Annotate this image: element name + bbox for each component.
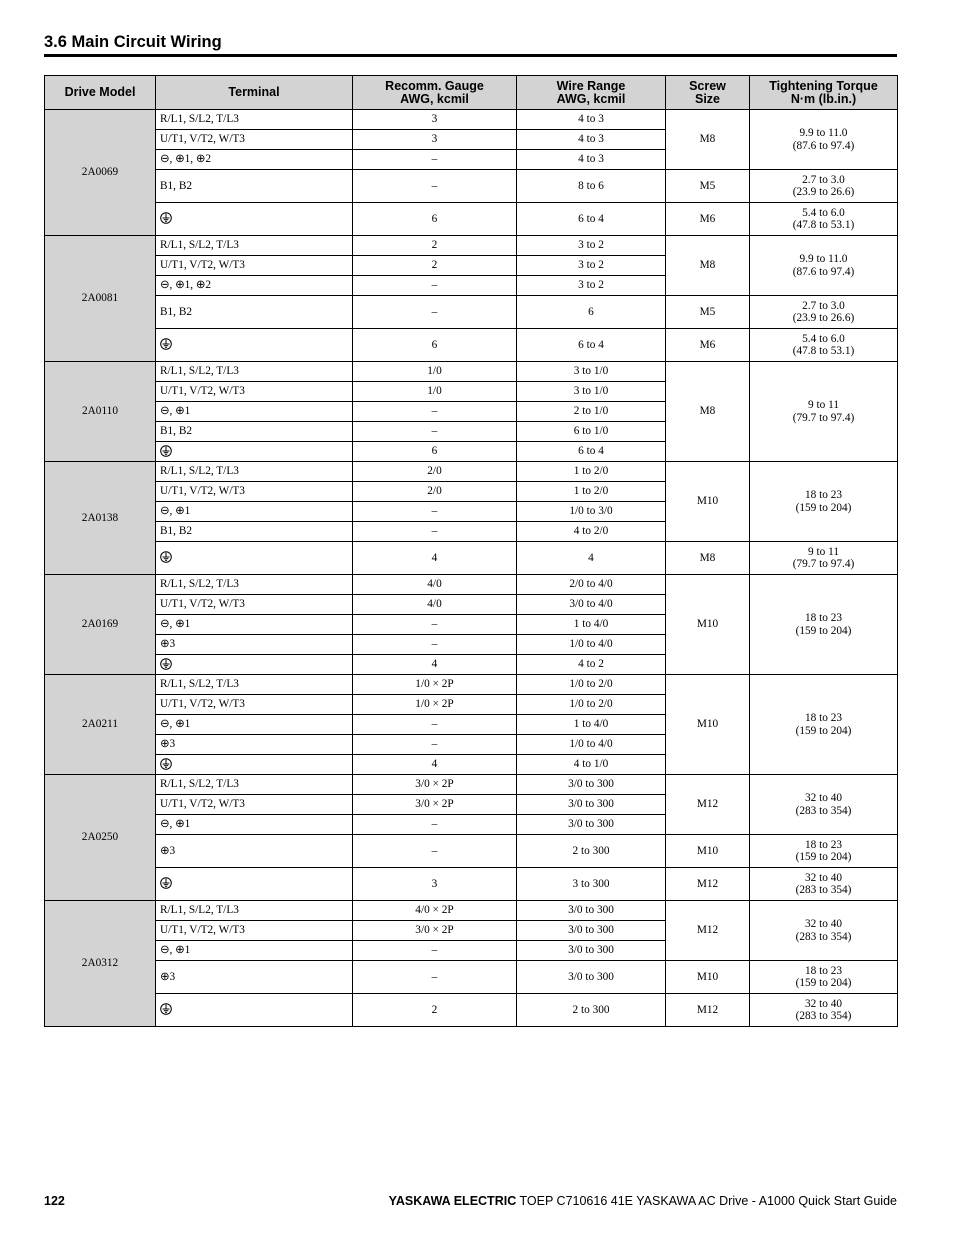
- wire-range-cell: 4 to 1/0: [517, 755, 666, 775]
- gauge-cell: –: [353, 170, 517, 203]
- torque-cell: [750, 329, 898, 362]
- terminal-cell: R/L1, S/L2, T/L3: [156, 110, 353, 130]
- gauge-cell: 3/0 × 2P: [353, 795, 517, 815]
- wiring-table: [44, 75, 898, 1027]
- screw-size-cell: M12: [666, 994, 750, 1027]
- torque-lbin: (23.9 to 26.6): [792, 186, 855, 198]
- screw-size-cell: M12: [666, 775, 750, 835]
- terminal-cell: ⊖, ⊕1: [156, 402, 353, 422]
- table-row: [45, 961, 898, 994]
- screw-size-cell: M8: [666, 542, 750, 575]
- wire-range-cell: 2/0 to 4/0: [517, 575, 666, 595]
- table-row: [45, 462, 898, 482]
- wire-range-cell: 6 to 4: [517, 203, 666, 236]
- wire-range-cell: 3/0 to 300: [517, 921, 666, 941]
- torque-lbin: (87.6 to 97.4): [792, 139, 855, 152]
- ground-icon: [160, 658, 172, 670]
- gauge-cell: –: [353, 402, 517, 422]
- screw-size-cell: M8: [666, 110, 750, 170]
- gauge-cell: 4: [353, 755, 517, 775]
- torque-cell: [750, 296, 898, 329]
- terminal-cell: U/T1, V/T2, W/T3: [156, 256, 353, 276]
- torque-cell: [750, 835, 898, 868]
- torque-nm: 18 to 23: [804, 964, 843, 977]
- gauge-cell: 1/0 × 2P: [353, 695, 517, 715]
- wire-range-cell: 3/0 to 300: [517, 775, 666, 795]
- wire-range-cell: 1/0 to 4/0: [517, 635, 666, 655]
- wire-range-cell: 1 to 2/0: [517, 482, 666, 502]
- wire-range-cell: 3/0 to 4/0: [517, 595, 666, 615]
- terminal-cell: R/L1, S/L2, T/L3: [156, 901, 353, 921]
- drive-model-cell: 2A0081: [45, 236, 156, 362]
- header-terminal: Terminal: [156, 76, 353, 110]
- terminal-cell: R/L1, S/L2, T/L3: [156, 675, 353, 695]
- table-row: [45, 901, 898, 921]
- torque-lbin: (79.7 to 97.4): [792, 411, 855, 424]
- torque-lbin: (283 to 354): [795, 930, 852, 943]
- torque-nm: 9 to 11: [808, 545, 839, 558]
- terminal-cell: ⊕3: [156, 835, 353, 868]
- terminal-cell: ⊖, ⊕1, ⊕2: [156, 150, 353, 170]
- torque-lbin: (159 to 204): [795, 977, 852, 989]
- screw-size-cell: M8: [666, 362, 750, 462]
- document-footer: [389, 1194, 897, 1208]
- torque-nm: 32 to 40: [804, 997, 843, 1010]
- screw-size-cell: M5: [666, 170, 750, 203]
- table-row: [45, 575, 898, 595]
- table-row: [45, 170, 898, 203]
- gauge-cell: –: [353, 502, 517, 522]
- terminal-cell: R/L1, S/L2, T/L3: [156, 575, 353, 595]
- table-row: [45, 868, 898, 901]
- terminal-cell: U/T1, V/T2, W/T3: [156, 695, 353, 715]
- wire-range-cell: 6 to 1/0: [517, 422, 666, 442]
- screw-size-cell: M12: [666, 868, 750, 901]
- wire-range-cell: 3 to 1/0: [517, 382, 666, 402]
- gauge-cell: 3: [353, 110, 517, 130]
- table-row: [45, 203, 898, 236]
- terminal-cell: R/L1, S/L2, T/L3: [156, 462, 353, 482]
- torque-nm: 18 to 23: [804, 489, 843, 501]
- torque-lbin: (47.8 to 53.1): [792, 219, 855, 231]
- wire-range-cell: 2 to 300: [517, 835, 666, 868]
- torque-cell: [750, 236, 898, 296]
- torque-lbin: (79.7 to 97.4): [792, 558, 855, 570]
- gauge-cell: 4/0: [353, 575, 517, 595]
- drive-model-cell: 2A0169: [45, 575, 156, 675]
- gauge-cell: 1/0: [353, 382, 517, 402]
- torque-lbin: (283 to 354): [795, 884, 852, 896]
- table-row: [45, 835, 898, 868]
- terminal-cell: ⊖, ⊕1, ⊕2: [156, 276, 353, 296]
- wire-range-cell: 3 to 300: [517, 868, 666, 901]
- gauge-cell: –: [353, 276, 517, 296]
- terminal-cell: [156, 442, 353, 462]
- table-row: [45, 236, 898, 256]
- gauge-cell: 3: [353, 868, 517, 901]
- gauge-cell: 6: [353, 442, 517, 462]
- torque-cell: [750, 170, 898, 203]
- header-model: Drive Model: [45, 76, 156, 110]
- terminal-cell: R/L1, S/L2, T/L3: [156, 775, 353, 795]
- wire-range-cell: 4 to 3: [517, 110, 666, 130]
- torque-cell: [750, 775, 898, 835]
- wire-range-cell: 3 to 2: [517, 236, 666, 256]
- torque-cell: [750, 994, 898, 1027]
- terminal-cell: ⊖, ⊕1: [156, 941, 353, 961]
- table-row: [45, 675, 898, 695]
- terminal-cell: [156, 755, 353, 775]
- torque-cell: [750, 961, 898, 994]
- torque-nm: 9.9 to 11.0: [799, 127, 848, 139]
- screw-size-cell: M8: [666, 236, 750, 296]
- terminal-cell: ⊖, ⊕1: [156, 502, 353, 522]
- torque-cell: [750, 901, 898, 961]
- torque-nm: 9 to 11: [808, 399, 839, 411]
- table-row: [45, 542, 898, 575]
- wire-range-cell: 1 to 2/0: [517, 462, 666, 482]
- wire-range-cell: 4: [517, 542, 666, 575]
- torque-cell: [750, 675, 898, 775]
- gauge-cell: –: [353, 715, 517, 735]
- table-body: [45, 110, 898, 1027]
- terminal-cell: [156, 542, 353, 575]
- wire-range-cell: 6 to 4: [517, 329, 666, 362]
- terminal-cell: ⊕3: [156, 635, 353, 655]
- wire-range-cell: 6: [517, 296, 666, 329]
- wire-range-cell: 3 to 2: [517, 276, 666, 296]
- table-row: [45, 296, 898, 329]
- torque-nm: 32 to 40: [804, 918, 843, 930]
- screw-size-cell: M10: [666, 462, 750, 542]
- gauge-cell: 4: [353, 542, 517, 575]
- gauge-cell: 3: [353, 130, 517, 150]
- wire-range-cell: 6 to 4: [517, 442, 666, 462]
- header-range: Wire Range AWG, kcmil: [517, 76, 666, 110]
- torque-cell: [750, 542, 898, 575]
- gauge-cell: 3/0 × 2P: [353, 921, 517, 941]
- gauge-cell: –: [353, 615, 517, 635]
- torque-nm: 18 to 23: [804, 838, 843, 851]
- torque-nm: 9.9 to 11.0: [799, 253, 848, 265]
- drive-model-cell: 2A0138: [45, 462, 156, 575]
- torque-lbin: (159 to 204): [795, 851, 852, 863]
- page-number: 122: [44, 1194, 65, 1208]
- wire-range-cell: 4 to 2/0: [517, 522, 666, 542]
- torque-lbin: (87.6 to 97.4): [792, 265, 855, 278]
- gauge-cell: 4: [353, 655, 517, 675]
- screw-size-cell: M10: [666, 575, 750, 675]
- torque-lbin: (159 to 204): [795, 501, 852, 514]
- ground-icon: [160, 877, 172, 889]
- gauge-cell: –: [353, 735, 517, 755]
- terminal-cell: [156, 329, 353, 362]
- terminal-cell: ⊖, ⊕1: [156, 715, 353, 735]
- footer-brand: YASKAWA ELECTRIC: [388, 1194, 517, 1208]
- torque-lbin: (47.8 to 53.1): [792, 345, 855, 357]
- drive-model-cell: 2A0211: [45, 675, 156, 775]
- wire-range-cell: 1/0 to 2/0: [517, 675, 666, 695]
- footer-doc-title: TOEP C710616 41E YASKAWA AC Drive - A1000 Quick Start Guide: [516, 1194, 897, 1208]
- screw-size-cell: M6: [666, 203, 750, 236]
- torque-cell: [750, 110, 898, 170]
- table-row: [45, 110, 898, 130]
- wire-range-cell: 3/0 to 300: [517, 941, 666, 961]
- torque-nm: 2.7 to 3.0: [802, 299, 845, 312]
- gauge-cell: 1/0 × 2P: [353, 675, 517, 695]
- gauge-cell: 2: [353, 236, 517, 256]
- header-gauge: Recomm. Gauge AWG, kcmil: [353, 76, 517, 110]
- gauge-cell: –: [353, 941, 517, 961]
- terminal-cell: [156, 868, 353, 901]
- ground-icon: [160, 445, 172, 457]
- screw-size-cell: M10: [666, 675, 750, 775]
- wire-range-cell: 1/0 to 2/0: [517, 695, 666, 715]
- gauge-cell: 2/0: [353, 462, 517, 482]
- torque-cell: [750, 462, 898, 542]
- gauge-cell: 2: [353, 994, 517, 1027]
- gauge-cell: 2: [353, 256, 517, 276]
- wire-range-cell: 3/0 to 300: [517, 815, 666, 835]
- terminal-cell: [156, 203, 353, 236]
- wire-range-cell: 8 to 6: [517, 170, 666, 203]
- table-row: [45, 329, 898, 362]
- terminal-cell: ⊖, ⊕1: [156, 815, 353, 835]
- torque-lbin: (159 to 204): [795, 724, 852, 737]
- terminal-cell: [156, 994, 353, 1027]
- torque-cell: [750, 868, 898, 901]
- gauge-cell: 6: [353, 329, 517, 362]
- torque-nm: 18 to 23: [804, 712, 843, 724]
- drive-model-cell: 2A0312: [45, 901, 156, 1027]
- torque-cell: [750, 362, 898, 462]
- gauge-cell: –: [353, 961, 517, 994]
- gauge-cell: 4/0 × 2P: [353, 901, 517, 921]
- wire-range-cell: 2 to 1/0: [517, 402, 666, 422]
- ground-icon: [160, 551, 172, 563]
- terminal-cell: ⊖, ⊕1: [156, 615, 353, 635]
- terminal-cell: B1, B2: [156, 296, 353, 329]
- terminal-cell: [156, 655, 353, 675]
- torque-lbin: (283 to 354): [795, 804, 852, 817]
- header-row: [45, 76, 898, 110]
- gauge-cell: 4/0: [353, 595, 517, 615]
- terminal-cell: U/T1, V/T2, W/T3: [156, 482, 353, 502]
- torque-lbin: (23.9 to 26.6): [792, 312, 855, 324]
- ground-icon: [160, 338, 172, 350]
- terminal-cell: U/T1, V/T2, W/T3: [156, 382, 353, 402]
- ground-icon: [160, 212, 172, 224]
- wire-range-cell: 3 to 2: [517, 256, 666, 276]
- terminal-cell: U/T1, V/T2, W/T3: [156, 795, 353, 815]
- wire-range-cell: 3 to 1/0: [517, 362, 666, 382]
- wire-range-cell: 3/0 to 300: [517, 961, 666, 994]
- table-row: [45, 362, 898, 382]
- gauge-cell: –: [353, 522, 517, 542]
- torque-nm: 5.4 to 6.0: [802, 332, 845, 345]
- torque-lbin: (159 to 204): [795, 624, 852, 637]
- terminal-cell: U/T1, V/T2, W/T3: [156, 130, 353, 150]
- wire-range-cell: 2 to 300: [517, 994, 666, 1027]
- ground-icon: [160, 1003, 172, 1015]
- gauge-cell: 3/0 × 2P: [353, 775, 517, 795]
- section-title: 3.6 Main Circuit Wiring: [44, 33, 222, 51]
- wire-range-cell: 1/0 to 4/0: [517, 735, 666, 755]
- header-screw: Screw Size: [666, 76, 750, 110]
- screw-size-cell: M5: [666, 296, 750, 329]
- torque-nm: 32 to 40: [804, 792, 843, 804]
- terminal-cell: ⊕3: [156, 961, 353, 994]
- torque-nm: 18 to 23: [804, 612, 843, 624]
- gauge-cell: –: [353, 296, 517, 329]
- terminal-cell: B1, B2: [156, 522, 353, 542]
- drive-model-cell: 2A0250: [45, 775, 156, 901]
- wire-range-cell: 4 to 2: [517, 655, 666, 675]
- torque-cell: [750, 203, 898, 236]
- wire-range-cell: 4 to 3: [517, 150, 666, 170]
- wire-range-cell: 3/0 to 300: [517, 795, 666, 815]
- gauge-cell: 2/0: [353, 482, 517, 502]
- wire-range-cell: 4 to 3: [517, 130, 666, 150]
- wire-range-cell: 3/0 to 300: [517, 901, 666, 921]
- title-rule: [44, 54, 897, 57]
- wire-range-cell: 1 to 4/0: [517, 615, 666, 635]
- torque-nm: 5.4 to 6.0: [802, 206, 845, 219]
- torque-cell: [750, 575, 898, 675]
- terminal-cell: B1, B2: [156, 170, 353, 203]
- wire-range-cell: 1 to 4/0: [517, 715, 666, 735]
- drive-model-cell: 2A0069: [45, 110, 156, 236]
- gauge-cell: –: [353, 422, 517, 442]
- screw-size-cell: M10: [666, 961, 750, 994]
- gauge-cell: –: [353, 835, 517, 868]
- header-torque: Tightening Torque N·m (lb.in.): [750, 76, 898, 110]
- terminal-cell: R/L1, S/L2, T/L3: [156, 236, 353, 256]
- terminal-cell: ⊕3: [156, 735, 353, 755]
- screw-size-cell: M6: [666, 329, 750, 362]
- gauge-cell: 1/0: [353, 362, 517, 382]
- gauge-cell: –: [353, 815, 517, 835]
- ground-icon: [160, 758, 172, 770]
- terminal-cell: R/L1, S/L2, T/L3: [156, 362, 353, 382]
- wire-range-cell: 1/0 to 3/0: [517, 502, 666, 522]
- terminal-cell: U/T1, V/T2, W/T3: [156, 595, 353, 615]
- gauge-cell: –: [353, 635, 517, 655]
- terminal-cell: B1, B2: [156, 422, 353, 442]
- torque-nm: 2.7 to 3.0: [802, 173, 845, 186]
- table-row: [45, 775, 898, 795]
- torque-lbin: (283 to 354): [795, 1010, 852, 1022]
- terminal-cell: U/T1, V/T2, W/T3: [156, 921, 353, 941]
- screw-size-cell: M10: [666, 835, 750, 868]
- gauge-cell: 6: [353, 203, 517, 236]
- screw-size-cell: M12: [666, 901, 750, 961]
- drive-model-cell: 2A0110: [45, 362, 156, 462]
- torque-nm: 32 to 40: [804, 871, 843, 884]
- table-row: [45, 994, 898, 1027]
- gauge-cell: –: [353, 150, 517, 170]
